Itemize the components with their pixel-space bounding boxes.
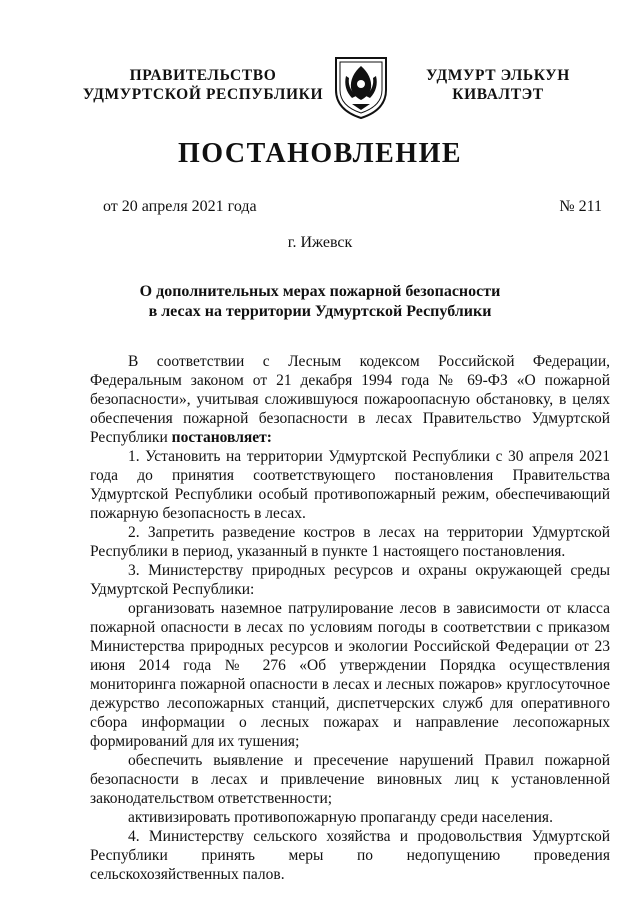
item-2: 2. Запретить разведение костров в лесах на территории Удмуртской Республики в период, указанный в пункте 1 настоящего постановления.: [90, 524, 610, 560]
subject-line1: О дополнительных мерах пожарной безопасности: [139, 283, 501, 300]
issuer-russian-line1: ПРАВИТЕЛЬСТВО: [129, 67, 277, 84]
item-3: 3. Министерству природных ресурсов и охраны окружающей среды Удмуртской Республики:: [90, 562, 610, 598]
item-3-sub-b: обеспечить выявление и пресечение нарушений Правил пожарной безопасности в лесах и привлечение виновных лиц к установленной законодательством ответственности;: [90, 752, 610, 807]
item-3-sub-a: организовать наземное патрулирование лесов в зависимости от класса пожарной опасности в лесах по условиям погоды в соответствии с приказом Министерства природных ресурсов и экологии Российской Федерации от 23 июня 2014 года № 276 «Об утверждении Порядка осуществления мониторинга пожарной опасности в лесах и лесных пожаров» круглосуточное дежурство лесопожарных станций, диспетчерских служб для оперативного сбора информации о лесных пожарах и направление лесопожарных формирований для их тушения;: [90, 600, 610, 750]
document-city: г. Ижевск: [287, 234, 353, 251]
preamble-text: В соответствии с Лесным кодексом Российской Федерации, Федеральным законом от 21 декабря 1994 года № 69-ФЗ «О пожарной безопасности», учитывая сложившуюся пожароопасную обстановку, в целях обеспечения пожарной безопасности в лесах Правительство Удмуртской Республики: [90, 353, 610, 446]
item-3-sub-c: активизировать противопожарную пропаганду среди населения.: [128, 809, 553, 826]
issuer-udmurt: [398, 66, 598, 104]
preamble-paragraph: [90, 352, 610, 447]
document-title: ПОСТАНОВЛЕНИЕ: [177, 138, 463, 169]
document-body: [90, 352, 610, 884]
issuer-russian: [78, 66, 328, 104]
item-4: 4. Министерству сельского хозяйства и продовольствия Удмуртской Республики принять меры по недопущению проведения сельскохозяйственных палов.: [90, 828, 610, 883]
issuer-udmurt-line1: УДМУРТ ЭЛЬКУН: [426, 67, 570, 84]
document-date: от 20 апреля 2021 года: [103, 198, 257, 215]
document-number: № 211: [559, 198, 602, 215]
decree-colon: :: [266, 429, 272, 446]
issuer-udmurt-line2: КИВАЛТЭТ: [452, 86, 544, 103]
coat-of-arms-icon: [330, 54, 392, 120]
subject-line2: в лесах на территории Удмуртской Республики: [148, 303, 492, 320]
decree-word: постановляет: [171, 429, 267, 446]
item-1: 1. Установить на территории Удмуртской Республики с 30 апреля 2021 года до принятия соответствующего постановления Правительства Удмуртской Республики особый противопожарный режим, обеспечивающий пожарную безопасность в лесах.: [90, 448, 610, 522]
document-subject: [0, 282, 640, 322]
issuer-russian-line2: УДМУРТСКОЙ РЕСПУБЛИКИ: [82, 86, 324, 103]
